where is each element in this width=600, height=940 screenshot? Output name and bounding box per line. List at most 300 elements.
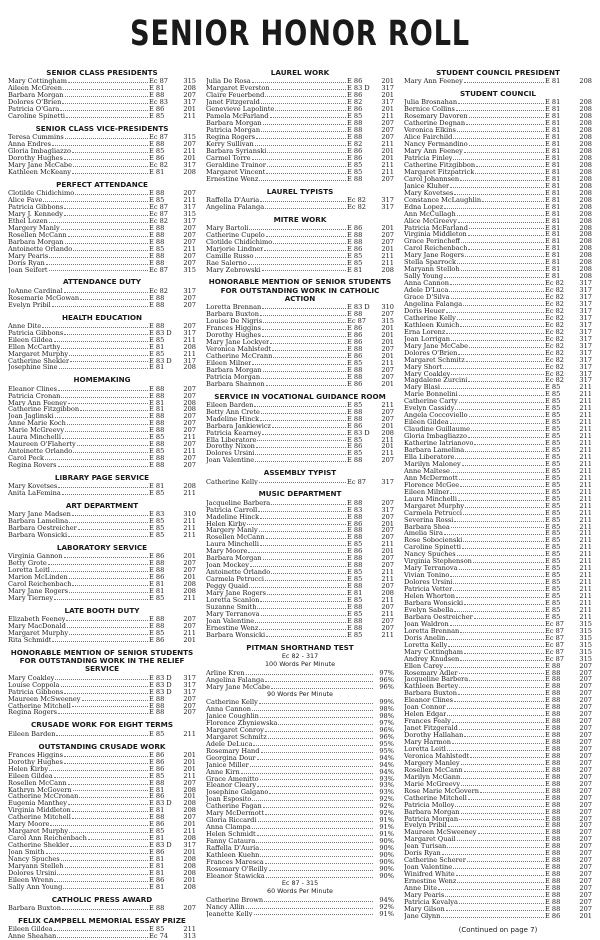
class-code: E 81 (545, 216, 561, 225)
honor-entry (404, 857, 592, 864)
student-name: Caroline Spinetti (404, 544, 461, 552)
leader-dots (67, 420, 148, 425)
class-code: E 85 (545, 390, 561, 399)
class-code: E 86 (347, 323, 363, 332)
student-name: Barbara Morgan (206, 555, 262, 563)
student-name: Barbara Wonsicki (404, 599, 464, 607)
leader-dots (270, 339, 346, 344)
honor-entry (404, 670, 592, 677)
room-or-score: 90% (379, 871, 394, 880)
honor-entry (8, 400, 196, 407)
class-code: E 86 (149, 764, 165, 773)
leader-dots (262, 325, 346, 330)
room-or-score: 211 (381, 435, 394, 444)
room-or-score: 315 (183, 133, 196, 142)
student-name: Marie McGreevy (8, 427, 65, 435)
room-or-score: 207 (381, 407, 394, 416)
room-or-score: 207 (183, 701, 196, 710)
student-name: Amelia Sira (404, 530, 443, 538)
room-or-score: 208 (183, 482, 196, 491)
class-code: E 81 (149, 342, 165, 351)
class-code: E 88 (545, 772, 561, 781)
honor-entry (206, 239, 394, 246)
room-or-score: 207 (579, 703, 592, 712)
class-code: E 88 (545, 703, 561, 712)
leader-dots (265, 727, 373, 732)
room-or-score: 90% (379, 850, 394, 859)
leader-dots (468, 433, 544, 438)
leader-dots (272, 346, 346, 351)
student-name: Patricia Morgan (206, 373, 261, 381)
honor-entry (8, 616, 196, 623)
continued-note: (Continued on page 7) (458, 925, 538, 934)
student-name: Angelina Falanga (206, 203, 265, 211)
leader-dots (54, 337, 148, 342)
class-code: E 85 (545, 432, 561, 441)
room-or-score: 207 (381, 237, 394, 246)
leader-dots (252, 796, 373, 801)
leader-dots (256, 838, 373, 843)
room-or-score: 207 (579, 807, 592, 816)
leader-dots (260, 597, 346, 602)
honor-entry (206, 430, 394, 437)
class-code: E 86 (347, 223, 363, 232)
leader-dots (265, 204, 346, 209)
student-name: Eugenia Manthey (8, 800, 68, 808)
room-or-score: 207 (579, 717, 592, 726)
leader-dots (69, 518, 148, 523)
honor-entry (8, 567, 196, 574)
class-code: Ec 87 (545, 626, 564, 635)
leader-dots (482, 197, 544, 202)
honor-entry (206, 897, 394, 904)
honor-entry (404, 426, 592, 433)
leader-dots (64, 288, 148, 293)
leader-dots (56, 731, 148, 736)
honor-section (206, 188, 394, 211)
student-name: Grace Amenitto (206, 775, 259, 783)
honor-entry (404, 753, 592, 760)
leader-dots (461, 760, 544, 765)
student-name: Catherine Brown (206, 896, 264, 904)
leader-dots (457, 127, 544, 132)
room-or-score: 207 (579, 689, 592, 698)
student-name: Laura Minchelli (206, 541, 260, 549)
honor-entry (206, 204, 394, 211)
leader-dots (266, 381, 346, 386)
honor-entry (206, 92, 394, 99)
section-title: MITRE WORK (273, 214, 327, 224)
room-or-score: 207 (579, 661, 592, 670)
room-or-score: 211 (381, 111, 394, 120)
student-name: Josephine Sine (8, 364, 58, 372)
room-or-score: 99% (379, 698, 394, 707)
leader-dots (69, 351, 148, 356)
class-code: E 81 (149, 806, 165, 815)
student-name: Madeline Hinck (206, 513, 260, 521)
leader-dots (72, 148, 148, 153)
honor-entry (8, 800, 196, 807)
honor-entry (8, 455, 196, 462)
student-name: Janet Fitzgerald (404, 725, 458, 733)
class-code: Ec 87 (149, 202, 168, 211)
student-name: Barbara Wonsicki (206, 631, 266, 639)
honor-section (404, 69, 592, 85)
class-code: E 85 (545, 592, 561, 601)
room-or-score: 207 (579, 779, 592, 788)
class-code: E 85 (545, 411, 561, 420)
student-name: Catherine Shekler (8, 357, 70, 365)
honor-entry (206, 597, 394, 604)
student-name: Gloria Imbagliazzo (8, 148, 71, 155)
student-name: Clotilde Chidichimo (8, 190, 75, 197)
student-name: Mary Bartoli (206, 224, 249, 232)
honor-entry (206, 776, 394, 783)
class-code: E 81 (149, 587, 165, 596)
leader-dots (459, 816, 544, 821)
class-code: E 85 (545, 571, 561, 580)
honor-entry (206, 106, 394, 113)
honor-section (8, 544, 196, 602)
leader-dots (459, 391, 544, 396)
leader-dots (261, 611, 346, 616)
room-or-score: 317 (579, 320, 592, 329)
honor-entry (404, 913, 592, 920)
student-name: Alice McGreevy (404, 217, 457, 225)
leader-dots (69, 588, 148, 593)
leader-dots (267, 148, 346, 153)
class-code: E 88 (545, 724, 561, 733)
honor-entry (404, 405, 592, 412)
section-title: ART DEPARTMENT (65, 501, 139, 511)
student-name: Barbara Shea (404, 523, 450, 531)
student-name: Mary McDermott (206, 810, 264, 818)
room-or-score: 211 (381, 139, 394, 148)
room-or-score: 207 (183, 454, 196, 463)
student-name: Nancy Spuches (404, 551, 456, 559)
student-name: Patricia Gibbons (8, 203, 64, 211)
student-name: Alice Fave (8, 197, 43, 204)
class-code: E 81 (149, 482, 165, 491)
room-or-score: 207 (579, 863, 592, 872)
leader-dots (447, 843, 544, 848)
room-or-score: 211 (183, 111, 196, 120)
honor-entry (404, 183, 592, 190)
leader-dots (68, 232, 148, 237)
leader-dots (460, 176, 544, 181)
student-name: Barbara Oestreicher (8, 525, 77, 533)
student-name: Anita LaFemina (8, 490, 61, 498)
class-code: E 88 (149, 300, 165, 309)
leader-dots (470, 753, 544, 758)
leader-dots (271, 500, 346, 505)
room-or-score: 90% (379, 864, 394, 873)
room-or-score: 207 (579, 891, 592, 900)
leader-dots (65, 92, 148, 97)
leader-dots (69, 828, 148, 833)
leader-dots (272, 423, 346, 428)
leader-dots (48, 560, 148, 565)
room-or-score: 315 (579, 633, 592, 642)
student-name: Angelina Falanga (206, 676, 265, 684)
honor-entry (206, 176, 394, 183)
leader-dots (456, 871, 544, 876)
leader-dots (464, 600, 544, 605)
honor-section (8, 896, 196, 912)
honor-entry (206, 353, 394, 360)
class-code: E 86 (149, 820, 165, 829)
honor-entry (404, 225, 592, 232)
leader-dots (464, 148, 544, 153)
room-or-score: 310 (183, 510, 196, 519)
column-2 (206, 64, 394, 940)
class-code: E 88 (347, 554, 363, 563)
honor-entry (404, 113, 592, 120)
student-name: Evelyn Pribil (8, 301, 51, 309)
class-code: E 88 (347, 602, 363, 611)
honor-entry (404, 725, 592, 732)
leader-dots (462, 544, 544, 549)
room-or-score: 207 (579, 814, 592, 823)
honor-section (8, 649, 196, 716)
leader-dots (60, 106, 148, 111)
class-code: E 88 (347, 414, 363, 423)
leader-dots (259, 625, 346, 630)
room-or-score: 208 (183, 398, 196, 407)
room-or-score: 201 (183, 636, 196, 645)
honor-entry (8, 637, 196, 644)
honor-entry (404, 475, 592, 482)
leader-dots (461, 238, 544, 243)
class-code: E 85 (545, 383, 561, 392)
room-or-score: 211 (579, 404, 592, 413)
student-name: Mary Terranova (404, 565, 458, 573)
student-name: Mary Jane McCabe (404, 342, 469, 350)
class-code: E 85 (545, 425, 561, 434)
class-code: E 85 (545, 501, 561, 510)
room-or-score: 317 (183, 216, 196, 225)
class-code: E 88 (149, 419, 165, 428)
class-code: E 88 (347, 623, 363, 632)
student-name: Loretta Kelly (404, 641, 448, 649)
room-or-score: 317 (579, 313, 592, 322)
room-or-score: 207 (183, 559, 196, 568)
honor-entry (8, 267, 196, 274)
class-code: E 88 (545, 842, 561, 851)
honor-entry (404, 850, 592, 857)
class-code: Ec 82 (545, 293, 564, 302)
honor-entry (404, 238, 592, 245)
leader-dots (463, 537, 544, 542)
student-name: Doris Ryan (404, 850, 441, 858)
honor-entry (206, 155, 394, 162)
honor-section (8, 314, 196, 372)
student-name: Ann McCullagh (404, 210, 456, 218)
student-name: Doris Heuer (404, 307, 445, 315)
student-name: Mary Cottingham (404, 648, 463, 656)
student-name: Loretta Brennan (206, 304, 262, 312)
leader-dots (480, 788, 544, 793)
leader-dots (65, 863, 148, 868)
student-name: Carol Reichenbach (8, 581, 72, 589)
room-or-score: 211 (579, 592, 592, 601)
room-or-score: 208 (579, 230, 592, 239)
room-or-score: 211 (579, 459, 592, 468)
room-or-score: 317 (579, 293, 592, 302)
leader-dots (273, 353, 346, 358)
leader-dots (451, 294, 544, 299)
leader-dots (246, 670, 373, 675)
honor-entry (404, 697, 592, 704)
class-code: E 81 (545, 188, 561, 197)
class-code: E 88 (347, 407, 363, 416)
room-or-score: 207 (579, 828, 592, 837)
class-code: E 86 (347, 77, 363, 86)
class-code: E 83 D (347, 428, 370, 437)
leader-dots (257, 604, 346, 609)
leader-dots (72, 703, 148, 708)
room-or-score: 211 (183, 489, 196, 498)
student-name: Andrey Knudsen (404, 655, 460, 663)
honor-entry (206, 625, 394, 632)
leader-dots (62, 434, 148, 439)
room-or-score: 207 (381, 554, 394, 563)
leader-dots (269, 789, 373, 794)
student-name: Barbara Buxton (8, 905, 61, 912)
leader-dots (58, 386, 148, 391)
class-code: E 86 (347, 105, 363, 114)
honor-entry (404, 440, 592, 447)
leader-dots (450, 621, 544, 626)
honor-entry (8, 766, 196, 773)
honor-entry (206, 85, 394, 92)
student-name: Adele D'Luca (404, 287, 449, 295)
honor-entry (8, 162, 196, 169)
leader-dots (452, 718, 544, 723)
student-name: Barbara Oestreicher (404, 613, 473, 621)
room-or-score: 211 (381, 609, 394, 618)
honor-entry (206, 562, 394, 569)
class-code: E 88 (545, 884, 561, 893)
leader-dots (261, 374, 346, 379)
room-or-score: 93% (379, 788, 394, 797)
class-code: E 86 (347, 337, 363, 346)
honor-section (206, 490, 394, 638)
honor-entry (404, 843, 592, 850)
leader-dots (258, 507, 346, 512)
leader-dots (54, 773, 148, 778)
honor-entry (404, 600, 592, 607)
student-name: Anna Endres (8, 141, 52, 149)
leader-dots (68, 78, 148, 83)
honor-entry (206, 838, 394, 845)
student-name: Kerry Sullivan (206, 140, 254, 148)
honor-entry (206, 339, 394, 346)
honor-entry (206, 904, 394, 911)
honor-section (206, 880, 394, 918)
room-or-score: 208 (579, 147, 592, 156)
room-or-score: 91% (379, 816, 394, 825)
leader-dots (271, 85, 346, 90)
student-name: Antoinette Orlando (8, 448, 73, 456)
student-name: Barbara Buxton (206, 311, 259, 318)
leader-dots (259, 699, 373, 704)
room-or-score: 201 (381, 223, 394, 232)
leader-dots (52, 637, 148, 642)
room-or-score: 211 (381, 596, 394, 605)
room-or-score: 211 (579, 536, 592, 545)
room-or-score: 207 (579, 877, 592, 886)
section-title: STUDENT COUNCIL PRESIDENT (436, 68, 560, 77)
room-or-score: 317 (183, 202, 196, 211)
class-code: E 88 (347, 344, 363, 353)
student-name: Dolores Ursini (206, 450, 255, 458)
honor-entry (404, 461, 592, 468)
room-or-score: 208 (183, 405, 196, 414)
class-code: E 81 (545, 244, 561, 253)
leader-dots (265, 92, 346, 97)
leader-dots (460, 628, 544, 633)
leader-dots (51, 567, 148, 572)
class-code: E 81 (545, 133, 561, 142)
leader-dots (61, 225, 148, 230)
student-name: Marilyn Maloney (404, 460, 461, 468)
leader-dots (458, 496, 544, 501)
honor-entry (206, 762, 394, 769)
honor-entry (206, 267, 394, 274)
honor-entry (404, 788, 592, 795)
honor-entry (8, 560, 196, 567)
room-or-score: 207 (381, 602, 394, 611)
column-3 (404, 64, 592, 940)
student-name: Carmel Torre (206, 154, 251, 162)
room-or-score: 211 (183, 925, 196, 934)
leader-dots (260, 541, 346, 546)
leader-dots (447, 711, 544, 716)
honor-entry (404, 496, 592, 503)
leader-dots (57, 933, 148, 938)
room-or-score: 207 (381, 365, 394, 374)
honor-entry (8, 752, 196, 759)
leader-dots (252, 155, 346, 160)
leader-dots (444, 273, 544, 278)
room-or-score: 315 (579, 619, 592, 628)
class-code: E 88 (149, 454, 165, 463)
student-name: Jacqueline Barbera (206, 499, 271, 507)
student-name: Mary Moore (8, 821, 50, 829)
room-or-score: 208 (183, 855, 196, 864)
room-or-score: 211 (579, 411, 592, 420)
room-or-score: 96% (379, 682, 394, 691)
honor-entry (8, 933, 196, 940)
student-name: Joan Connor (404, 704, 446, 712)
class-code: E 85 (149, 524, 165, 533)
student-name: Severina Rossi (404, 516, 454, 524)
student-name: Ellen McCarthy (8, 343, 61, 351)
room-or-score: 207 (183, 223, 196, 232)
honor-entry (206, 604, 394, 611)
leader-dots (458, 350, 544, 355)
leader-dots (262, 430, 346, 435)
class-code: E 88 (347, 526, 363, 535)
honor-entry (404, 259, 592, 266)
honor-entry (8, 581, 196, 588)
student-name: Dorothy Hughes (8, 154, 63, 162)
honor-entry (8, 99, 196, 106)
room-or-score: 317 (183, 98, 196, 107)
class-code: E 85 (545, 557, 561, 566)
student-name: Joan Valentine (206, 617, 255, 625)
